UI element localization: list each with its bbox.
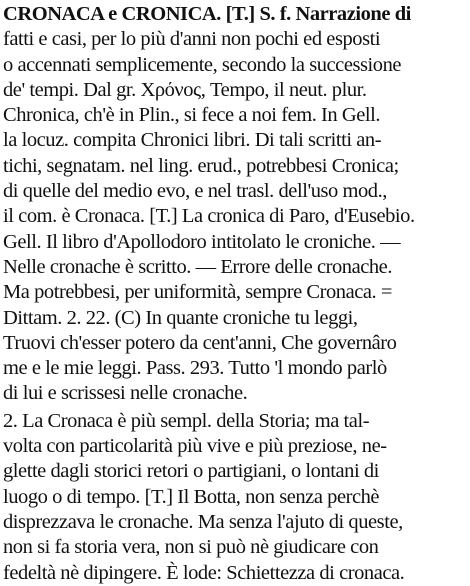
sense-text-line: disprezzava le cronache. Ma senza l'ajuto di queste, — [3, 510, 403, 533]
entry-text-line: de' tempi. Dal gr. Χρόνος, Tempo, il neut. plur. — [3, 78, 367, 101]
dictionary-page — [3, 2, 467, 584]
sense-text-line: luogo o di tempo. [T.] Il Botta, non senza perchè — [3, 485, 380, 508]
entry-text-line: di quelle del medio evo, e nel trasl. dell'uso mod., — [3, 180, 387, 203]
entry-cronaca — [3, 2, 467, 407]
entry-text-line: la locuz. compita Chronici libri. Di tali scritti an- — [3, 129, 382, 152]
entry-text-line: di lui e scrissesi nelle cronache. — [3, 382, 248, 405]
entry-sense-2 — [3, 409, 467, 586]
entry-text-line: me e le mie leggi. Pass. 293. Tutto 'l mondo parlò — [3, 357, 387, 380]
entry-text-line: Dittam. 2. 22. (C) In quante croniche tu leggi, — [3, 306, 358, 329]
sense-text-line: glette dagli storici retori o partigiani, o lontani di — [3, 460, 379, 483]
entry-text-line: il com. è Cronaca. [T.] La cronica di Paro, d'Eusebio. — [3, 205, 415, 228]
entry-headword-line: CRONACA e CRONICA. [T.] S. f. Narrazione di — [3, 3, 411, 25]
entry-text-line: Truovi ch'esser potero da cent'anni, Che governâro — [3, 331, 397, 354]
sense-text-line: non si fa storia vera, non si può nè giudicare con — [3, 536, 379, 559]
entry-text-line: o accennati semplicemente, secondo la successione — [3, 53, 402, 76]
entry-text-line: Nelle cronache è scritto. — Errore delle cronache. — [3, 255, 392, 278]
entry-text-line: Gell. Il libro d'Apollodoro intitolato le croniche. — — [3, 230, 401, 253]
entry-text-line: Ma potrebbesi, per uniformità, sempre Cronaca. = — [3, 281, 393, 304]
sense-text-line: volta con particolarità più vive e più preziose, ne- — [3, 435, 387, 458]
entry-text-line: tichi, segnatam. nel ling. erud., potrebbesi Cronica; — [3, 154, 399, 177]
entry-text-line: Chronica, ch'è in Plin., si fece a noi fem. In Gell. — [3, 104, 381, 127]
sense-text-line: 2. La Cronaca è più sempl. della Storia; ma tal- — [3, 409, 370, 432]
entry-text-line: fatti e casi, per lo più d'anni non pochi ed esposti — [3, 28, 381, 51]
sense-text-line: fedeltà nè dipingere. È lode: Schiettezza di cronaca. — [3, 561, 405, 584]
